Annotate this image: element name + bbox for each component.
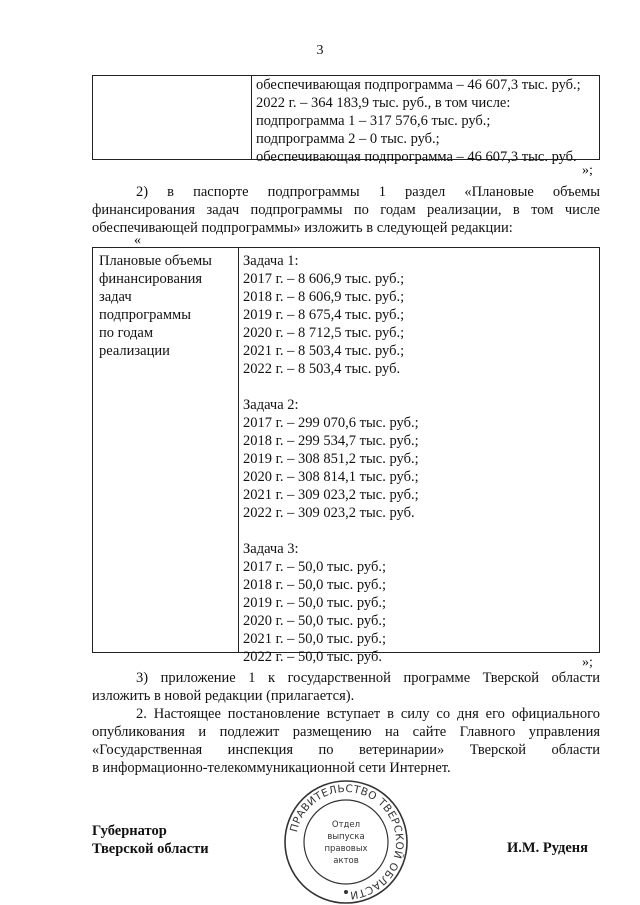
paragraph-line: изложить в новой редакции (прилагается).	[92, 688, 355, 704]
table-line: обеспечивающая подпрограмма – 46 607,3 тыс. руб.	[256, 149, 577, 165]
funding-table	[92, 247, 600, 665]
task-line: 2021 г. – 309 023,2 тыс. руб.;	[243, 487, 419, 503]
task-title: Задача 2:	[243, 397, 299, 413]
paragraph-line: 3) приложение 1 к государственной программе Тверской области	[136, 670, 600, 686]
table-line: подпрограмма 2 – 0 тыс. руб.;	[256, 131, 440, 147]
table-line: Плановые объемы	[99, 253, 212, 269]
signatory-title	[92, 822, 209, 858]
task-line: 2019 г. – 50,0 тыс. руб.;	[243, 595, 386, 611]
signatory-title-line: Тверской области	[92, 841, 209, 857]
paragraph-item-3	[92, 669, 600, 705]
continuation-table	[92, 75, 600, 165]
task-line: 2022 г. – 50,0 тыс. руб.	[243, 649, 382, 665]
task-line: 2018 г. – 50,0 тыс. руб.;	[243, 577, 386, 593]
paragraph-line: финансирования задач подпрограммы по годам реализации, в том числе	[92, 202, 600, 218]
paragraph-line: «Государственная инспекция по ветеринарии» Тверской области	[92, 742, 600, 758]
task-line: 2017 г. – 299 070,6 тыс. руб.;	[243, 415, 419, 431]
task-line: 2020 г. – 8 712,5 тыс. руб.;	[243, 325, 405, 341]
table-divider	[238, 248, 239, 652]
task-line: 2020 г. – 50,0 тыс. руб.;	[243, 613, 386, 629]
paragraph-line: обеспечивающей подпрограммы» изложить в следующей редакции:	[92, 220, 513, 236]
paragraph-item-2	[92, 183, 600, 237]
table-line: подпрограммы	[99, 307, 191, 323]
task-line: 2020 г. – 308 814,1 тыс. руб.;	[243, 469, 419, 485]
seal-text-line: Отдел	[331, 820, 361, 830]
task-title: Задача 1:	[243, 253, 299, 269]
official-seal-stamp	[282, 779, 410, 905]
opening-quote: «	[134, 233, 141, 248]
table-line: задач	[99, 289, 132, 305]
task-line: 2019 г. – 308 851,2 тыс. руб.;	[243, 451, 419, 467]
table-line: 2022 г. – 364 183,9 тыс. руб., в том числе:	[256, 95, 511, 111]
table-line: обеспечивающая подпрограмма – 46 607,3 тыс. руб.;	[256, 77, 581, 93]
paragraph-effective-date	[92, 705, 600, 777]
table-line: финансирования	[99, 271, 203, 287]
task-line: 2021 г. – 50,0 тыс. руб.;	[243, 631, 386, 647]
task-line: 2019 г. – 8 675,4 тыс. руб.;	[243, 307, 405, 323]
table-line: подпрограмма 1 – 317 576,6 тыс. руб.;	[256, 113, 491, 129]
task-line: 2018 г. – 299 534,7 тыс. руб.;	[243, 433, 419, 449]
table-line: реализации	[99, 343, 170, 359]
task-line: 2017 г. – 50,0 тыс. руб.;	[243, 559, 386, 575]
signatory-title-line: Губернатор	[92, 823, 167, 839]
task-line: 2017 г. – 8 606,9 тыс. руб.;	[243, 271, 405, 287]
paragraph-line: опубликования и подлежит размещению на сайте Главного управления	[92, 724, 600, 740]
task-line: 2022 г. – 309 023,2 тыс. руб.	[243, 505, 415, 521]
table-left-cell	[99, 252, 234, 360]
seal-ring-text: ПРАВИТЕЛЬСТВО ТВЕРСКОЙ ОБЛАСТИ	[288, 782, 406, 901]
signatory-name: И.М. Руденя	[507, 840, 589, 856]
closing-quote: »;	[582, 163, 593, 178]
seal-text-line: правовых	[324, 844, 368, 854]
page-number: 3	[316, 43, 324, 58]
paragraph-line: в информационно-телекоммуникационной сети Интернет.	[92, 760, 451, 776]
closing-quote: »;	[582, 655, 593, 670]
table-right-cell	[256, 76, 601, 166]
seal-star-icon	[344, 890, 348, 894]
task-line: 2022 г. – 8 503,4 тыс. руб.	[243, 361, 401, 377]
paragraph-line: 2. Настоящее постановление вступает в силу со дня его официального	[136, 706, 600, 722]
task-line: 2021 г. – 8 503,4 тыс. руб.;	[243, 343, 405, 359]
task-title: Задача 3:	[243, 541, 299, 557]
table-divider	[251, 76, 252, 159]
seal-text-line: выпуска	[327, 832, 365, 842]
task-line: 2018 г. – 8 606,9 тыс. руб.;	[243, 289, 405, 305]
seal-text-line: актов	[333, 856, 359, 866]
table-line: по годам	[99, 325, 154, 341]
table-right-cell	[243, 252, 593, 666]
paragraph-line: 2) в паспорте подпрограммы 1 раздел «Плановые объемы	[136, 184, 600, 200]
